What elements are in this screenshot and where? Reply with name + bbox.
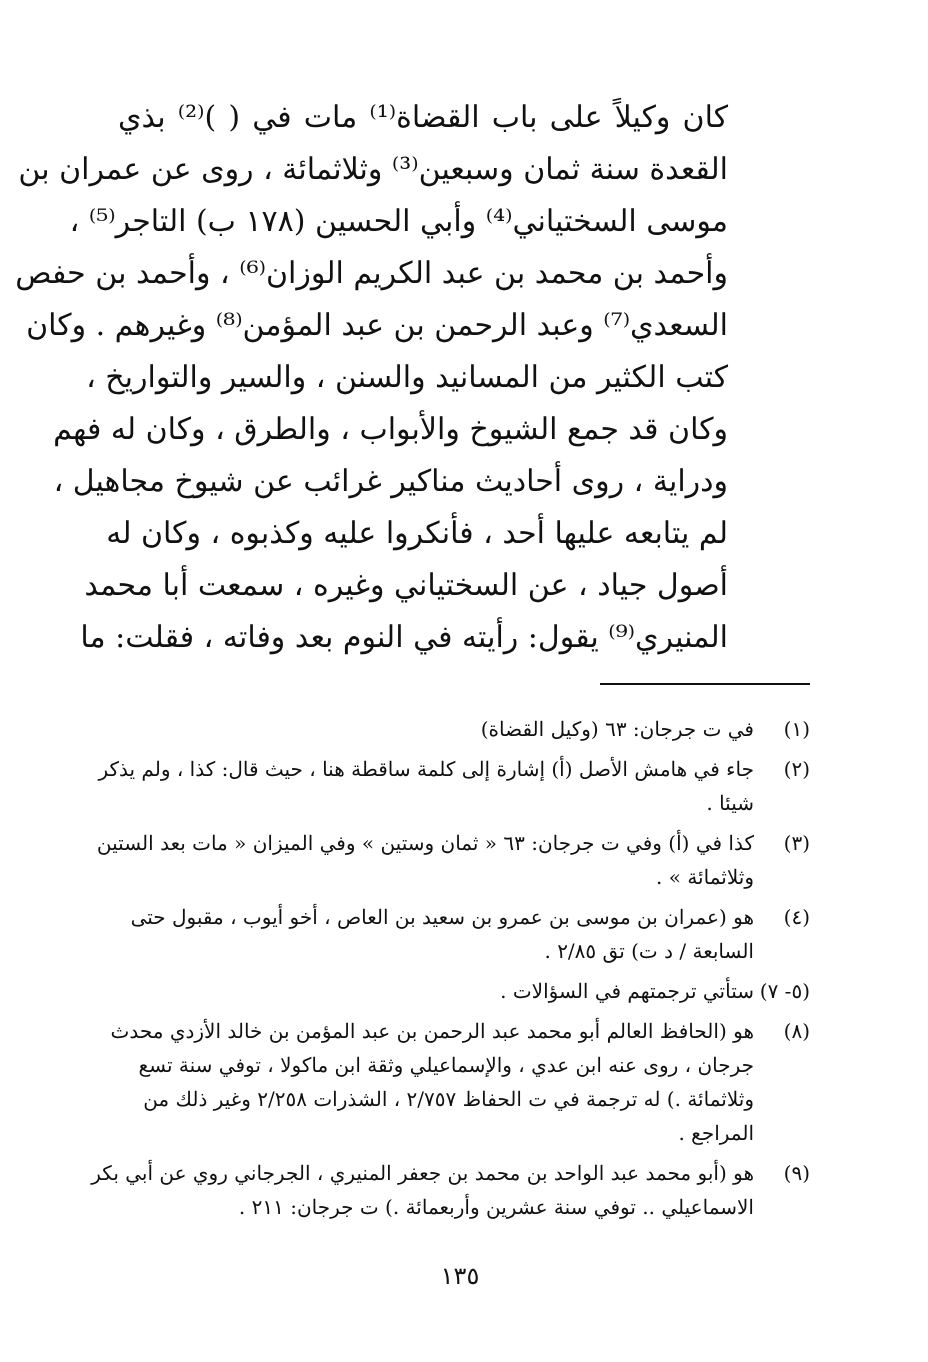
footnote-1 — [110, 712, 810, 746]
footnote-text — [110, 900, 754, 968]
main-text-line: وكان قد جمع الشيوخ والأبواب ، والطرق ، وكان له فهم — [53, 412, 728, 447]
footnote-line: في ت جرجان: ٦٣ (وكيل القضاة) — [480, 717, 754, 741]
footnote-text — [96, 826, 754, 894]
footnote-number: (٤) — [783, 905, 810, 929]
footnote-line: جرجان ، روى عنه ابن عدي ، والإسماعيلي وثقة ابن ماكولا ، توفي سنة تسع — [138, 1053, 754, 1077]
footnote-separator — [600, 683, 810, 685]
footnote-line: هو (أبو محمد عبد الواحد بن محمد بن جعفر المنيري ، الجرجاني روي عن أبي بكر — [91, 1161, 754, 1185]
footnote-number: (٩) — [783, 1161, 810, 1185]
main-text-line: وأحمد بن محمد بن عبد الكريم الوزان⁽⁶⁾ ، وأحمد بن حفص — [15, 256, 728, 291]
footnote-2 — [98, 752, 810, 820]
main-text-line: أصول جياد ، عن السختياني وغيره ، سمعت أبا محمد — [84, 568, 728, 603]
footnote-number: (١) — [783, 717, 810, 741]
main-text-line: السعدي⁽⁷⁾ وعبد الرحمن بن عبد المؤمن⁽⁸⁾ وغيرهم . وكان — [26, 308, 728, 343]
footnote-number: (٥- ٧) — [759, 979, 810, 1003]
footnote-4 — [110, 900, 810, 968]
footnote-number: (٨) — [783, 1019, 810, 1043]
footnote-line: السابعة / د ت) تق ٢/٨٥ . — [544, 939, 754, 963]
footnote-text — [91, 1156, 754, 1224]
main-text-line: القعدة سنة ثمان وسبعين⁽³⁾ وثلاثمائة ، روى عن عمران بن — [18, 152, 728, 187]
footnote-line: هو (الحافظ العالم أبو محمد عبد الرحمن بن عبد المؤمن بن خالد الأزدي محدث — [110, 1019, 754, 1043]
footnote-line: هو (عمران بن موسى بن عمرو بن سعيد بن العاص ، أخو أيوب ، مقبول حتى — [130, 905, 754, 929]
footnote-text — [110, 712, 754, 746]
main-text-line: كان وكيلاً على باب القضاة⁽¹⁾ مات في ( )⁽²⁾ بذي — [118, 100, 728, 135]
footnote-line: كذا في (أ) وفي ت جرجان: ٦٣ « ثمان وستين » وفي الميزان « مات بعد الستين — [96, 831, 754, 855]
footnote-number: (٣) — [783, 831, 810, 855]
main-text-block — [15, 92, 728, 664]
main-text-line: موسى السختياني⁽⁴⁾ وأبي الحسين (١٧٨ ب) التاجر⁽⁵⁾ ، — [69, 204, 728, 239]
footnote-number: (٢) — [783, 757, 810, 781]
footnotes — [91, 712, 810, 1230]
footnote-text — [98, 752, 754, 820]
footnote-line: المراجع . — [678, 1121, 754, 1145]
footnote-line: ستأتي ترجمتهم في السؤالات . — [500, 979, 754, 1003]
footnote-8 — [110, 1014, 810, 1150]
page-number: ١٣٥ — [440, 1262, 480, 1290]
footnote-line: وثلاثمائة » . — [656, 865, 754, 889]
footnote-9 — [91, 1156, 810, 1224]
footnote-text — [110, 974, 754, 1008]
footnote-line: وثلاثمائة .) له ترجمة في ت الحفاظ ٢/٧٥٧ ، الشذرات ٢/٢٥٨ وغير ذلك من — [143, 1087, 754, 1111]
footnote-3 — [96, 826, 810, 894]
main-text-line: المنيري⁽⁹⁾ يقول: رأيته في النوم بعد وفاته ، فقلت: ما — [80, 620, 728, 655]
footnote-text — [110, 1014, 754, 1150]
main-text-line: لم يتابعه عليها أحد ، فأنكروا عليه وكذبوه ، وكان له — [106, 516, 728, 551]
main-text-line: ودراية ، روى أحاديث مناكير غرائب عن شيوخ مجاهيل ، — [53, 464, 728, 499]
footnote-5-7 — [110, 974, 810, 1008]
footnote-line: جاء في هامش الأصل (أ) إشارة إلى كلمة ساقطة هنا ، حيث قال: كذا ، ولم يذكر — [98, 757, 754, 781]
main-text-line: كتب الكثير من المسانيد والسنن ، والسير والتواريخ ، — [86, 360, 728, 395]
footnote-line: شيئا . — [706, 791, 754, 815]
footnote-line: الاسماعيلي .. توفي سنة عشرين وأربعمائة .) ت جرجان: ٢١١ . — [238, 1195, 754, 1219]
